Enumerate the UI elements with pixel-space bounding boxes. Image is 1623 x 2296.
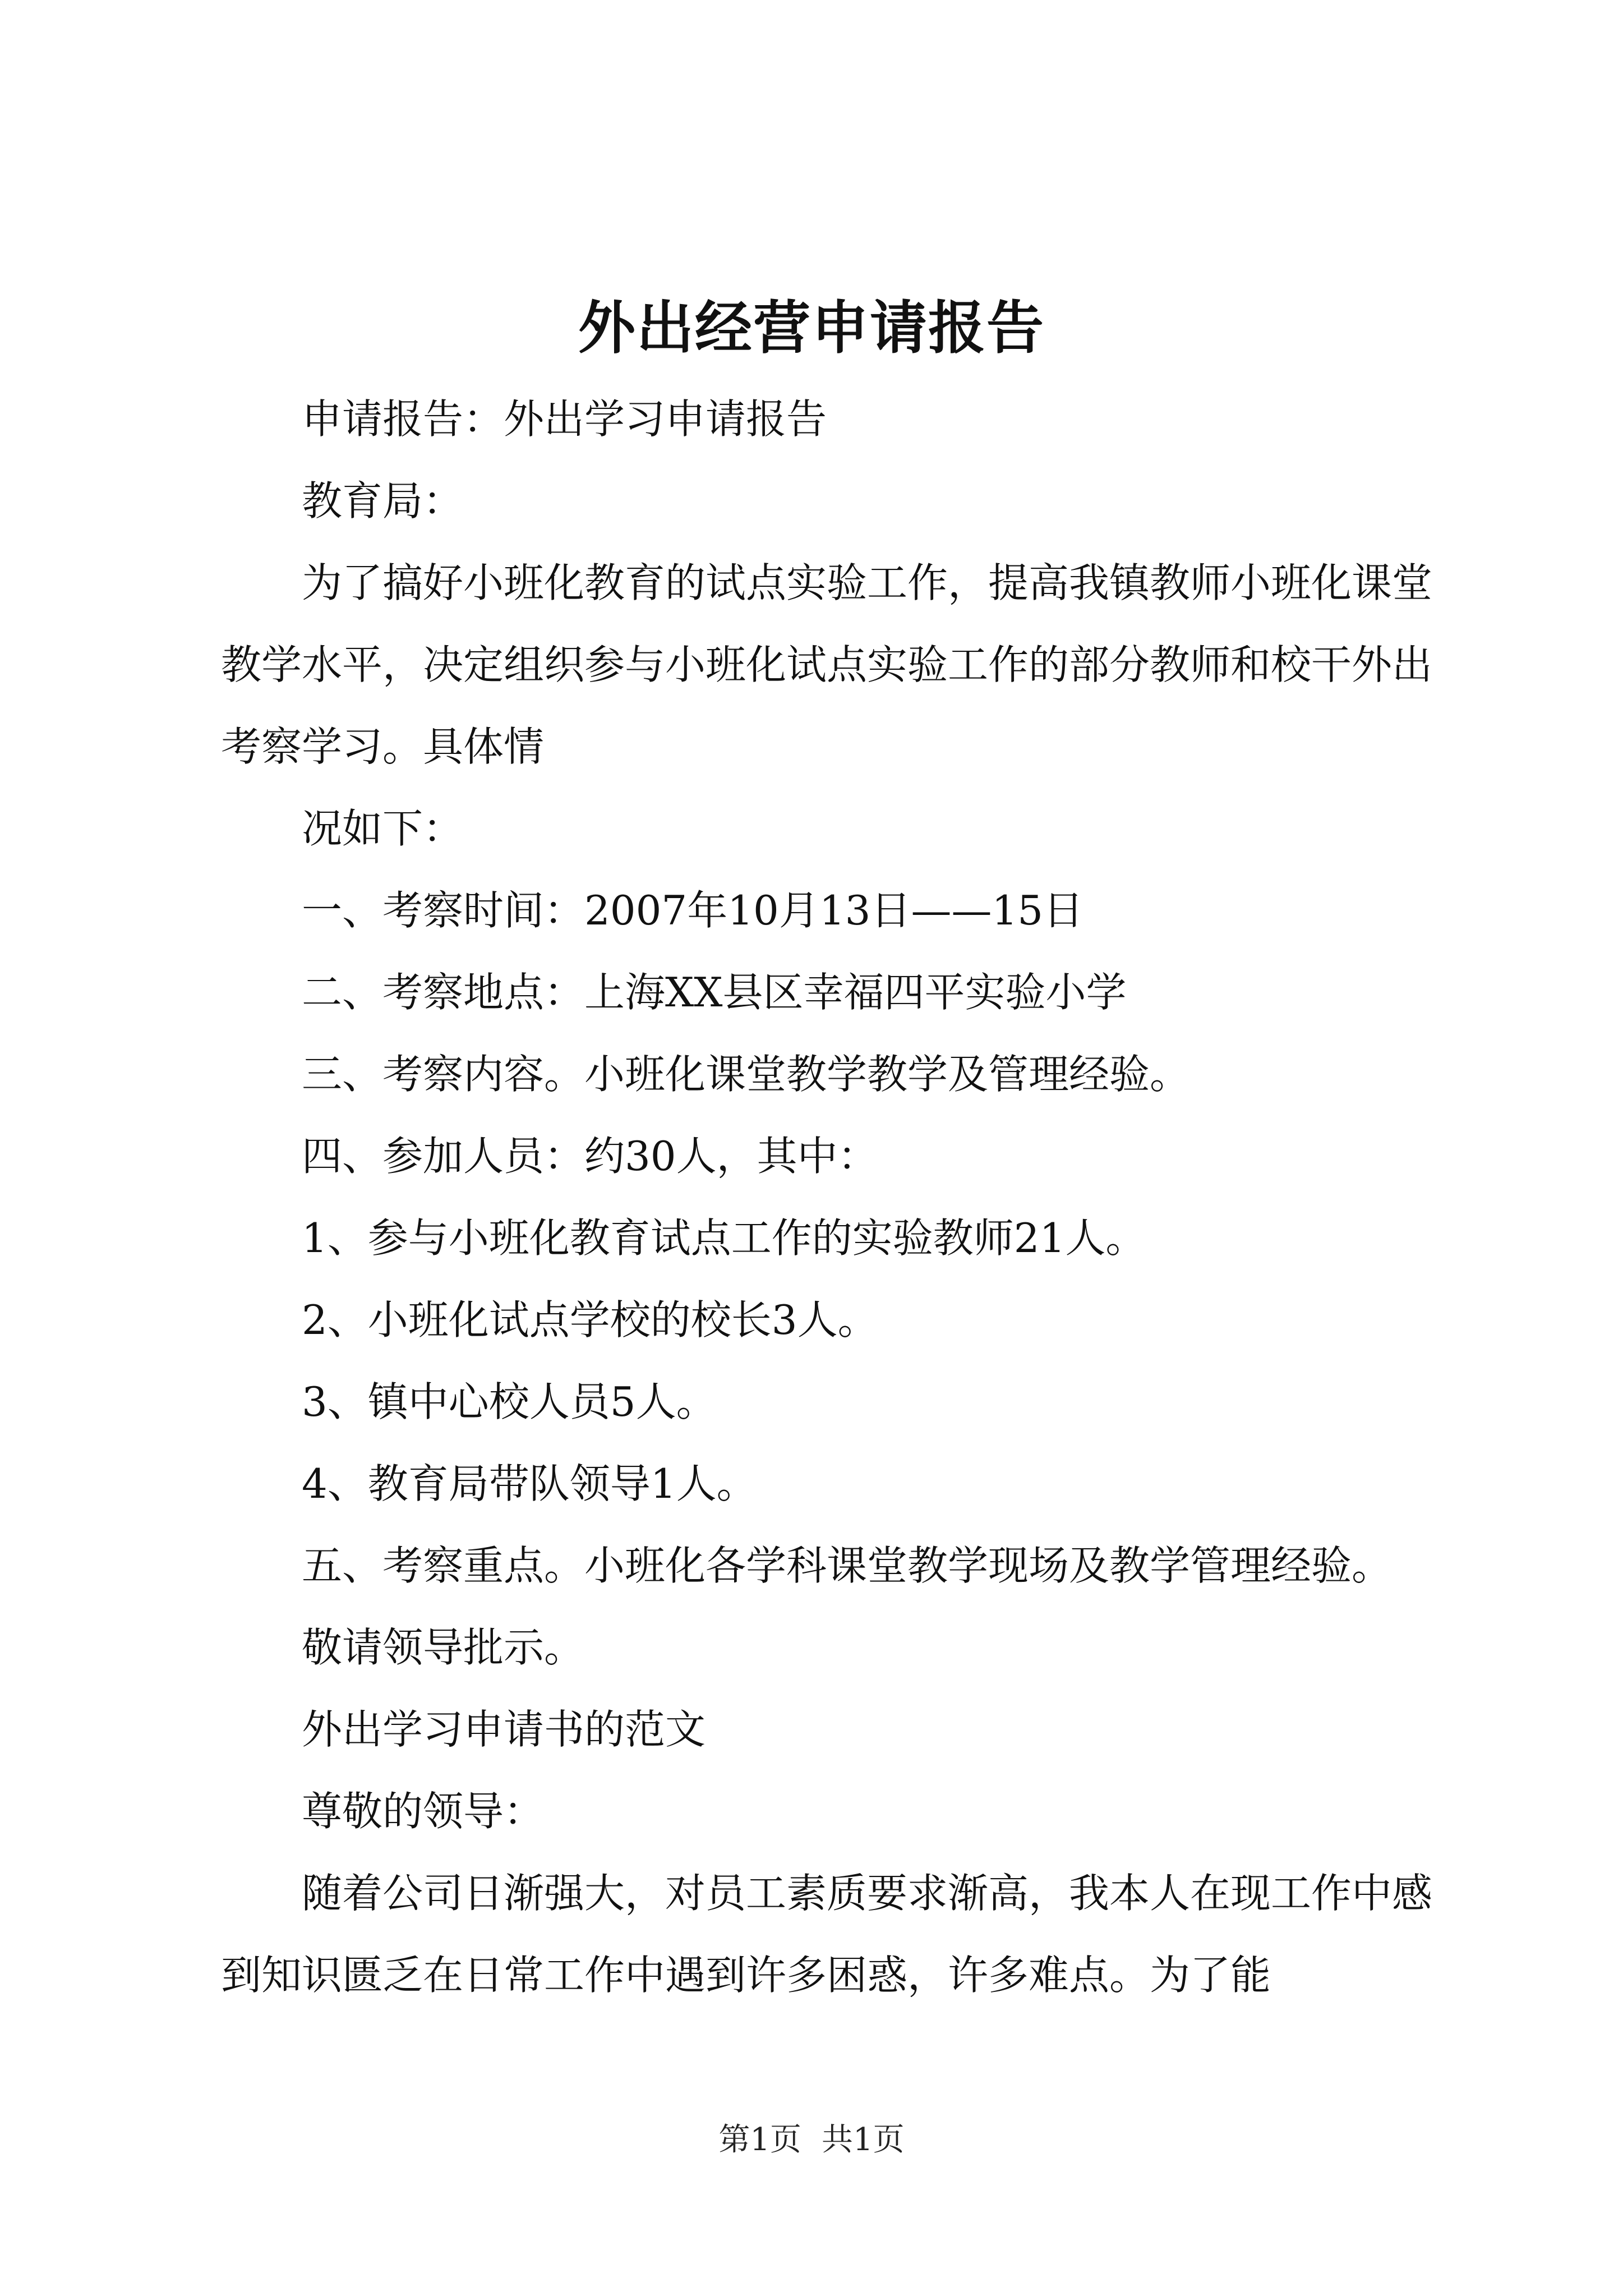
paragraph-salutation: 教育局：	[302, 477, 464, 524]
paragraph-participant-4: 4、教育局带队领导1人。	[302, 1460, 757, 1507]
paragraph-sample-body: 随着公司日渐强大，对员工素质要求渐高，我本人在现工作中感到知识匮乏在日常工作中遇到许多困惑，许多难点。为了能	[221, 1870, 1433, 1999]
paragraph-request: 敬请领导批示。	[302, 1624, 585, 1671]
paragraph-intro: 为了搞好小班化教育的试点实验工作，提高我镇教师小班化课堂教学水平，决定组织参与小班化试点实验工作的部分教师和校干外出考察学习。具体情	[221, 559, 1433, 770]
page-number: 第1页	[718, 2122, 801, 2158]
paragraph-participant-1: 1、参与小班化教育试点工作的实验教师21人。	[302, 1214, 1146, 1262]
paragraph-participant-2: 2、小班化试点学校的校长3人。	[302, 1296, 878, 1343]
paragraph-focus: 五、考察重点。小班化各学科课堂教学现场及教学管理经验。	[302, 1542, 1393, 1589]
paragraph-sample-title: 外出学习申请书的范文	[302, 1706, 706, 1753]
paragraph-content: 三、考察内容。小班化课堂教学教学及管理经验。	[302, 1051, 1191, 1098]
paragraph-situation: 况如下：	[302, 805, 464, 852]
paragraph-subtitle: 申请报告：外出学习申请报告	[302, 395, 827, 443]
paragraph-participant-3: 3、镇中心校人员5人。	[302, 1378, 717, 1425]
paragraph-time: 一、考察时间：2007年10月13日——15日	[302, 887, 1084, 934]
paragraph-sample-salutation: 尊敬的领导：	[302, 1788, 545, 1835]
paragraph-location: 二、考察地点：上海XX县区幸福四平实验小学	[302, 969, 1127, 1016]
page-total: 共1页	[822, 2122, 905, 2158]
page-footer	[0, 2118, 1623, 2162]
paragraph-participants: 四、参加人员：约30人，其中：	[302, 1133, 878, 1180]
document-title: 外出经营申请报告	[578, 295, 1045, 362]
document-body	[221, 378, 1432, 2016]
